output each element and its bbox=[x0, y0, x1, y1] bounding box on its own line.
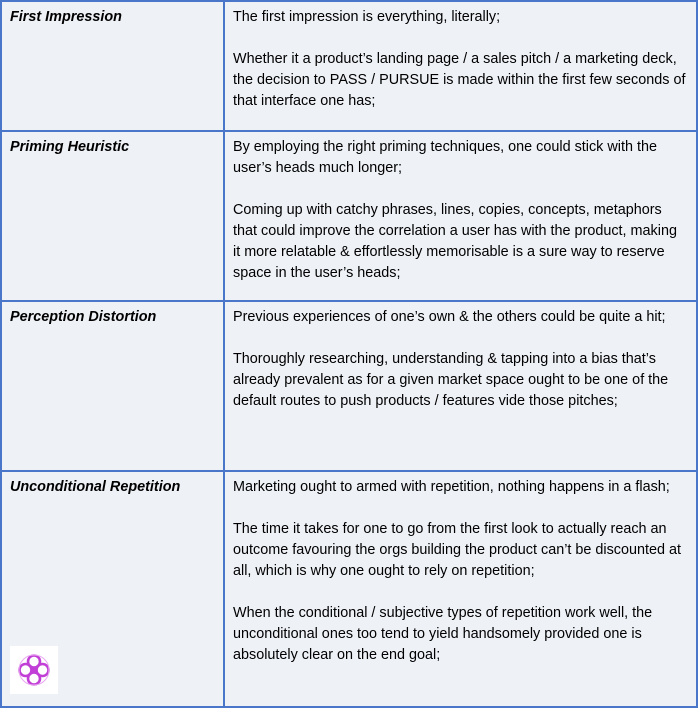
table-row bbox=[1, 131, 697, 301]
table-row bbox=[1, 471, 697, 707]
description-paragraph: Thoroughly researching, understanding & tapping into a bias that’s already prevalent as for a given market space ought to be one of the default routes to push products / features vide those pitches; bbox=[233, 351, 669, 409]
description-cell bbox=[224, 471, 697, 707]
description-paragraph: The time it takes for one to go from the first look to actually reach an outcome favouring the orgs building the product can’t be discounted at all, which is why one ought to rely on repetition; bbox=[233, 521, 681, 579]
term-cell: Priming Heuristic bbox=[1, 131, 224, 301]
description-cell bbox=[224, 1, 697, 131]
description-paragraph: By employing the right priming techniques, one could stick with the user’s heads much longer; bbox=[233, 139, 657, 176]
knot-logo-icon bbox=[10, 646, 58, 694]
description-paragraph: When the conditional / subjective types of repetition work well, the unconditional ones too tend to yield handsomely provided one is absolutely clear on the end goal; bbox=[233, 605, 653, 663]
term-cell: First Impression bbox=[1, 1, 224, 131]
description-paragraph: Whether it a product’s landing page / a sales pitch / a marketing deck, the decision to PASS / PURSUE is made within the first few seconds of that interface one has; bbox=[233, 51, 686, 109]
table-row bbox=[1, 301, 697, 471]
description-paragraph: Previous experiences of one’s own & the others could be quite a hit; bbox=[233, 309, 666, 325]
description-cell bbox=[224, 131, 697, 301]
description-paragraph: Marketing ought to armed with repetition, nothing happens in a flash; bbox=[233, 479, 670, 495]
description-paragraph: Coming up with catchy phrases, lines, copies, concepts, metaphors that could improve the correlation a user has with the product, making it more relatable & effortlessly memorisable is a sure way to reserve space in the user’s heads; bbox=[233, 202, 677, 281]
term-cell: Perception Distortion bbox=[1, 301, 224, 471]
description-cell bbox=[224, 301, 697, 471]
table-row bbox=[1, 1, 697, 131]
term-cell: Unconditional Repetition bbox=[1, 471, 224, 707]
description-paragraph: The first impression is everything, literally; bbox=[233, 9, 501, 25]
knot-logo-graphic bbox=[10, 646, 58, 694]
